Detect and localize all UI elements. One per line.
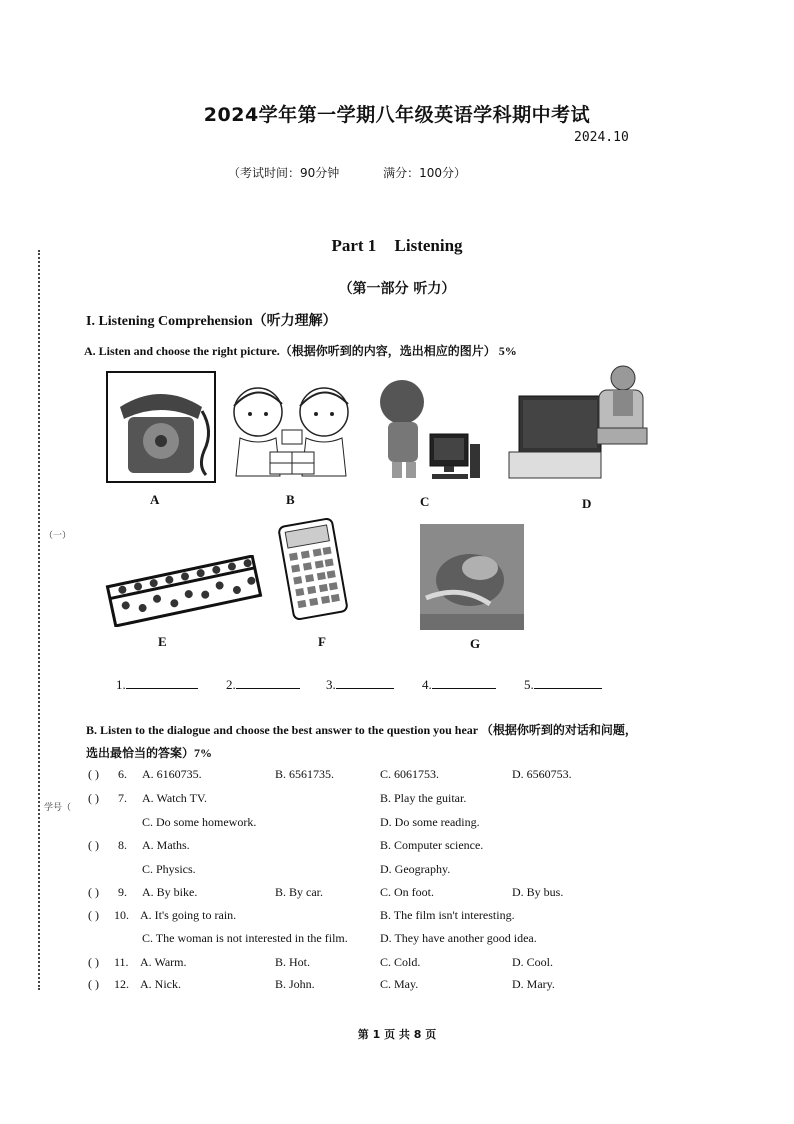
picture-telephone [106, 371, 216, 483]
answer-paren[interactable]: ( ) [88, 767, 99, 781]
question-number: 6. [118, 767, 127, 781]
picture-photo [420, 524, 524, 630]
answer-paren[interactable]: ( ) [88, 908, 99, 922]
question-number: 11. [114, 955, 129, 969]
option-d: D. Do some reading. [380, 815, 480, 829]
option-b: B. Hot. [275, 955, 311, 969]
picture-abacus [104, 555, 264, 627]
time-limit: （考试时间：90分钟 [228, 166, 340, 180]
picture-calculator [278, 518, 348, 620]
option-b: B. Play the guitar. [380, 791, 467, 805]
answer-blank-3[interactable] [326, 676, 394, 693]
option-d: D. They have another good idea. [380, 931, 537, 945]
part-label: Part 1 [331, 236, 377, 255]
option-a: A. It's going to rain. [140, 908, 237, 922]
section-1-title: I. Listening Comprehension（听力理解） [86, 314, 337, 329]
part-name: Listening [394, 236, 463, 255]
answer-blank-1[interactable] [116, 676, 198, 693]
picture-label-e: E [158, 634, 167, 649]
part-heading-cn: （第一部分 听力） [338, 281, 456, 297]
option-b: B. John. [275, 977, 315, 991]
exam-title: 2024学年第一学期八年级英语学科期中考试 [203, 104, 591, 126]
page-number: 第 1 页 共 8 页 [357, 1028, 437, 1041]
question-number: 9. [118, 885, 127, 899]
option-c: C. On foot. [380, 885, 434, 899]
section-b-title: B. Listen to the dialogue and choose the best answer to the question you hear （根据你听到的对话和问题，选出最恰当的答案）7% [86, 723, 637, 760]
margin-mark-1: （一） [44, 531, 72, 541]
part-heading [0, 236, 794, 256]
exam-date: 2024.10 [574, 130, 629, 145]
option-d: D. Geography. [380, 862, 451, 876]
question-number: 10. [114, 908, 129, 922]
picture-label-b: B [286, 492, 295, 507]
answer-blank-2[interactable] [226, 676, 300, 693]
margin-mark-2: 学号（ [44, 803, 72, 813]
question-number: 7. [118, 791, 127, 805]
picture-tv-boy [505, 364, 655, 492]
option-d: D. 6560753. [512, 767, 572, 781]
answer-paren[interactable]: ( ) [88, 791, 99, 805]
blank-number: 1. [116, 677, 126, 692]
answer-blank-5[interactable] [524, 676, 602, 693]
option-b: B. By car. [275, 885, 323, 899]
blank-number: 2. [226, 677, 236, 692]
option-b: B. The film isn't interesting. [380, 908, 515, 922]
option-c: C. The woman is not interested in the film. [142, 931, 348, 945]
option-d: D. Mary. [512, 977, 555, 991]
option-d: D. By bus. [512, 885, 564, 899]
option-a: A. Maths. [142, 838, 190, 852]
option-c: C. Do some homework. [142, 815, 257, 829]
option-a: A. Watch TV. [142, 791, 208, 805]
exam-info [228, 164, 466, 181]
option-a: A. By bike. [142, 885, 198, 899]
picture-label-g: G [470, 636, 481, 651]
section-a-title: A. Listen and choose the right picture.（根据你听到的内容，选出相应的图片） 5% [84, 344, 517, 358]
full-score: 满分：100分） [383, 166, 467, 180]
option-a: A. 6160735. [142, 767, 202, 781]
picture-label-c: C [420, 494, 430, 509]
picture-boys-playing [220, 376, 365, 486]
picture-label-d: D [582, 496, 592, 511]
blank-number: 3. [326, 677, 336, 692]
answer-paren[interactable]: ( ) [88, 885, 99, 899]
picture-label-f: F [318, 634, 326, 649]
picture-boy-computer [372, 374, 484, 486]
option-a: A. Nick. [140, 977, 181, 991]
question-number: 12. [114, 977, 129, 991]
option-c: C. May. [380, 977, 419, 991]
picture-label-a: A [150, 492, 160, 507]
option-c: C. 6061753. [380, 767, 440, 781]
blank-number: 5. [524, 677, 534, 692]
blank-number: 4. [422, 677, 432, 692]
answer-blank-4[interactable] [422, 676, 496, 693]
question-number: 8. [118, 838, 127, 852]
option-b: B. Computer science. [380, 838, 484, 852]
option-b: B. 6561735. [275, 767, 335, 781]
option-d: D. Cool. [512, 955, 554, 969]
option-c: C. Cold. [380, 955, 421, 969]
answer-paren[interactable]: ( ) [88, 977, 99, 991]
option-a: A. Warm. [140, 955, 187, 969]
option-c: C. Physics. [142, 862, 196, 876]
answer-paren[interactable]: ( ) [88, 838, 99, 852]
binding-dotted-line [38, 250, 42, 990]
answer-paren[interactable]: ( ) [88, 955, 99, 969]
